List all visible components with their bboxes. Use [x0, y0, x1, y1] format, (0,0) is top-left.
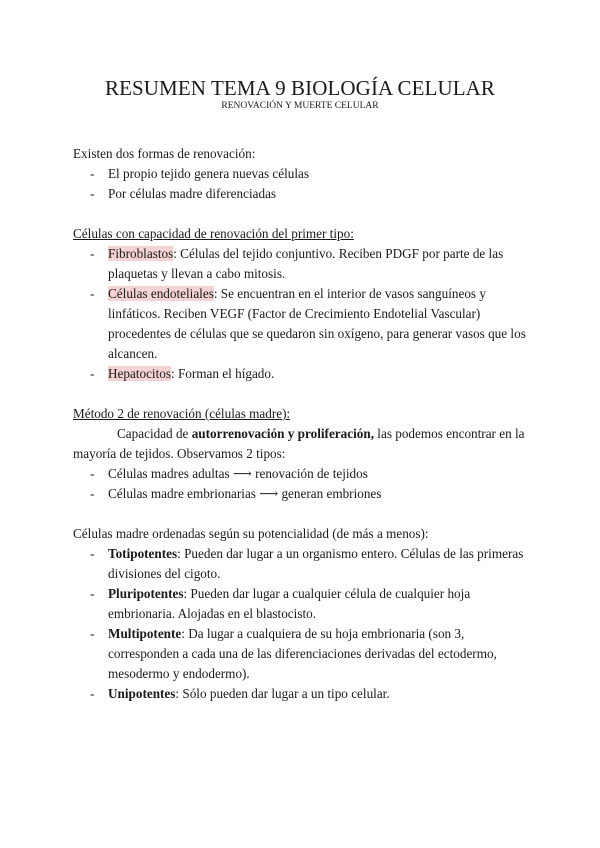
list-item: - Células madres adultas ⟶ renovación de tejidos	[73, 464, 533, 484]
dash-bullet: -	[90, 366, 95, 381]
dash-bullet: -	[90, 546, 95, 561]
bold-term: Totipotentes	[108, 546, 178, 561]
highlighted-term: Células endoteliales	[108, 286, 214, 301]
list-item: - Totipotentes: Pueden dar lugar a un organismo entero. Células de las primeras divisiones del cigoto.	[90, 546, 524, 581]
bold-phrase: autorrenovación y proliferación,	[191, 426, 374, 441]
dash-bullet: -	[90, 246, 95, 261]
renewal-intro: Existen dos formas de renovación:	[73, 146, 256, 161]
bold-term: Multipotente	[108, 626, 182, 641]
bold-term: Pluripotentes	[108, 586, 184, 601]
dash-bullet: -	[90, 166, 95, 181]
list-item: - Por células madre diferenciadas	[73, 184, 533, 204]
page-subtitle: RENOVACIÓN Y MUERTE CELULAR	[221, 101, 379, 111]
bold-term: Unipotentes	[108, 686, 176, 701]
list-item: - El propio tejido genera nuevas células	[73, 164, 533, 184]
list-item: - Fibroblastos: Células del tejido conjuntivo. Reciben PDGF por parte de las plaquetas y llevan a cabo mitosis.	[90, 246, 504, 281]
potency-list	[73, 544, 533, 704]
renewal-list	[73, 164, 533, 204]
document-body	[73, 144, 533, 704]
list-item: - Pluripotentes: Pueden dar lugar a cualquier célula de cualquier hoja embrionaria. Alojadas en el blastocisto.	[90, 586, 471, 621]
dash-bullet: -	[90, 486, 95, 501]
list-item: - Unipotentes: Sólo pueden dar lugar a un tipo celular.	[73, 684, 533, 704]
potency-intro: Células madre ordenadas según su potencialidad (de más a menos):	[73, 526, 429, 541]
list-item: - Células madre embrionarias ⟶ generan embriones	[73, 484, 533, 504]
stem-cell-types-list	[73, 464, 533, 504]
dash-bullet: -	[90, 186, 95, 201]
highlighted-term: Hepatocitos	[108, 366, 171, 381]
list-item: - Multipotente: Da lugar a cualquiera de su hoja embrionaria (son 3, corresponden a cada una de las diferenciaciones derivadas del ectodermo, mesodermo y endodermo).	[90, 626, 497, 681]
dash-bullet: -	[90, 626, 95, 641]
list-item: - Células endoteliales: Se encuentran en el interior de vasos sanguíneos y linfáticos. Reciben VEGF (Factor de Crecimiento Endotelial Vascular) procedentes de células que se quedaron sin oxígeno, para generar vasos que los alcancen.	[90, 286, 526, 361]
highlighted-term: Fibroblastos	[108, 246, 174, 261]
stem-cell-paragraph: Capacidad de autorrenovación y proliferación, las podemos encontrar en la mayoría de tejidos. Observamos 2 tipos:	[73, 426, 525, 461]
dash-bullet: -	[90, 586, 95, 601]
dash-bullet: -	[90, 686, 95, 701]
first-type-list	[73, 244, 533, 384]
dash-bullet: -	[90, 286, 95, 301]
list-item: - Hepatocitos: Forman el hígado.	[73, 364, 533, 384]
section-heading-first-type: Células con capacidad de renovación del primer tipo:	[73, 226, 354, 241]
section-heading-method-2: Método 2 de renovación (células madre):	[73, 406, 291, 421]
page-title: RESUMEN TEMA 9 BIOLOGÍA CELULAR	[104, 76, 496, 100]
dash-bullet: -	[90, 466, 95, 481]
